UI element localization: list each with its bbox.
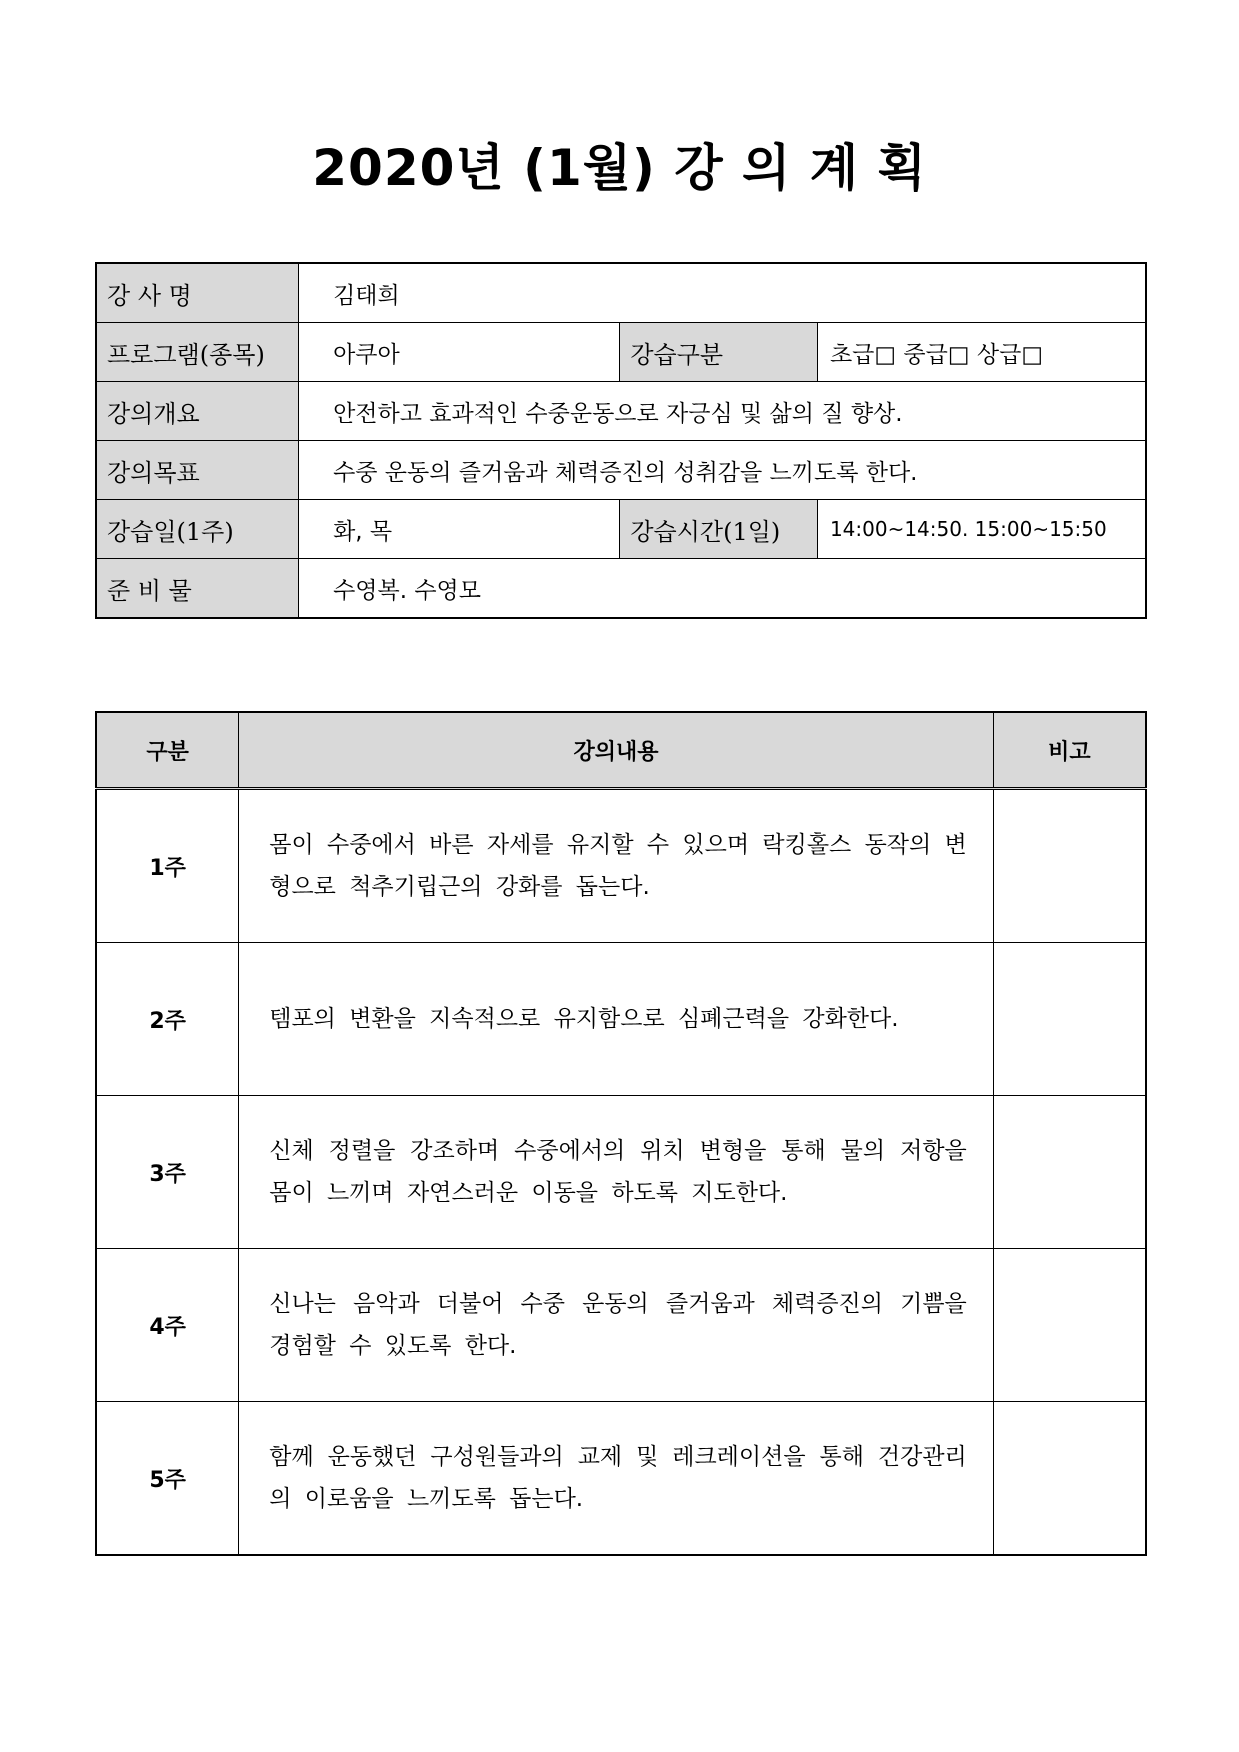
instructor-row	[96, 263, 1146, 323]
content-cell: 몸이 수중에서 바른 자세를 유지할 수 있으며 락킹홀스 동작의 변형으로 척추기립근의 강화를 돕는다.	[239, 789, 994, 943]
overview-value: 안전하고 효과적인 수중운동으로 자긍심 및 삶의 질 향상.	[299, 382, 1146, 441]
week-cell: 1주	[96, 789, 239, 943]
table-row	[96, 943, 1146, 1096]
overview-row	[96, 382, 1146, 441]
table-row	[96, 1249, 1146, 1402]
note-cell	[993, 1096, 1146, 1249]
goal-row	[96, 441, 1146, 500]
plan-header-row	[96, 712, 1146, 789]
week-cell: 5주	[96, 1402, 239, 1556]
week-cell: 3주	[96, 1096, 239, 1249]
course-info-table	[95, 262, 1147, 619]
instructor-value: 김태희	[299, 263, 1146, 323]
note-cell	[993, 789, 1146, 943]
days-value: 화, 목	[299, 500, 620, 559]
content-cell: 함께 운동했던 구성원들과의 교제 및 레크레이션을 통해 건강관리의 이로움을 느끼도록 돕는다.	[239, 1402, 994, 1556]
note-cell	[993, 1249, 1146, 1402]
level-label: 강습구분	[620, 323, 818, 382]
days-row	[96, 500, 1146, 559]
table-row	[96, 789, 1146, 943]
overview-label: 강의개요	[96, 382, 299, 441]
content-cell: 신체 정렬을 강조하며 수중에서의 위치 변형을 통해 물의 저항을 몸이 느끼며 자연스러운 이동을 하도록 지도한다.	[239, 1096, 994, 1249]
days-label: 강습일(1주)	[96, 500, 299, 559]
program-label: 프로그램(종목)	[96, 323, 299, 382]
materials-value: 수영복. 수영모	[299, 559, 1146, 619]
materials-label: 준 비 물	[96, 559, 299, 619]
week-cell: 4주	[96, 1249, 239, 1402]
header-note: 비고	[993, 712, 1146, 789]
time-label: 강습시간(1일)	[620, 500, 818, 559]
week-cell: 2주	[96, 943, 239, 1096]
page-title: 2020년 (1월) 강 의 계 획	[312, 139, 927, 197]
content-cell: 신나는 음악과 더불어 수중 운동의 즐거움과 체력증진의 기쁨을 경험할 수 있도록 한다.	[239, 1249, 994, 1402]
goal-value: 수중 운동의 즐거움과 체력증진의 성취감을 느끼도록 한다.	[299, 441, 1146, 500]
content-cell: 템포의 변환을 지속적으로 유지함으로 심폐근력을 강화한다.	[239, 943, 994, 1096]
level-value: 초급□ 중급□ 상급□	[817, 323, 1146, 382]
header-content: 강의내용	[239, 712, 994, 789]
note-cell	[993, 1402, 1146, 1556]
materials-row	[96, 559, 1146, 619]
goal-label: 강의목표	[96, 441, 299, 500]
program-row	[96, 323, 1146, 382]
note-cell	[993, 943, 1146, 1096]
table-row	[96, 1402, 1146, 1556]
instructor-label: 강 사 명	[96, 263, 299, 323]
weekly-plan-table	[95, 711, 1147, 1556]
program-value: 아쿠아	[299, 323, 620, 382]
header-week: 구분	[96, 712, 239, 789]
time-value: 14:00~14:50. 15:00~15:50	[817, 500, 1146, 559]
table-row	[96, 1096, 1146, 1249]
